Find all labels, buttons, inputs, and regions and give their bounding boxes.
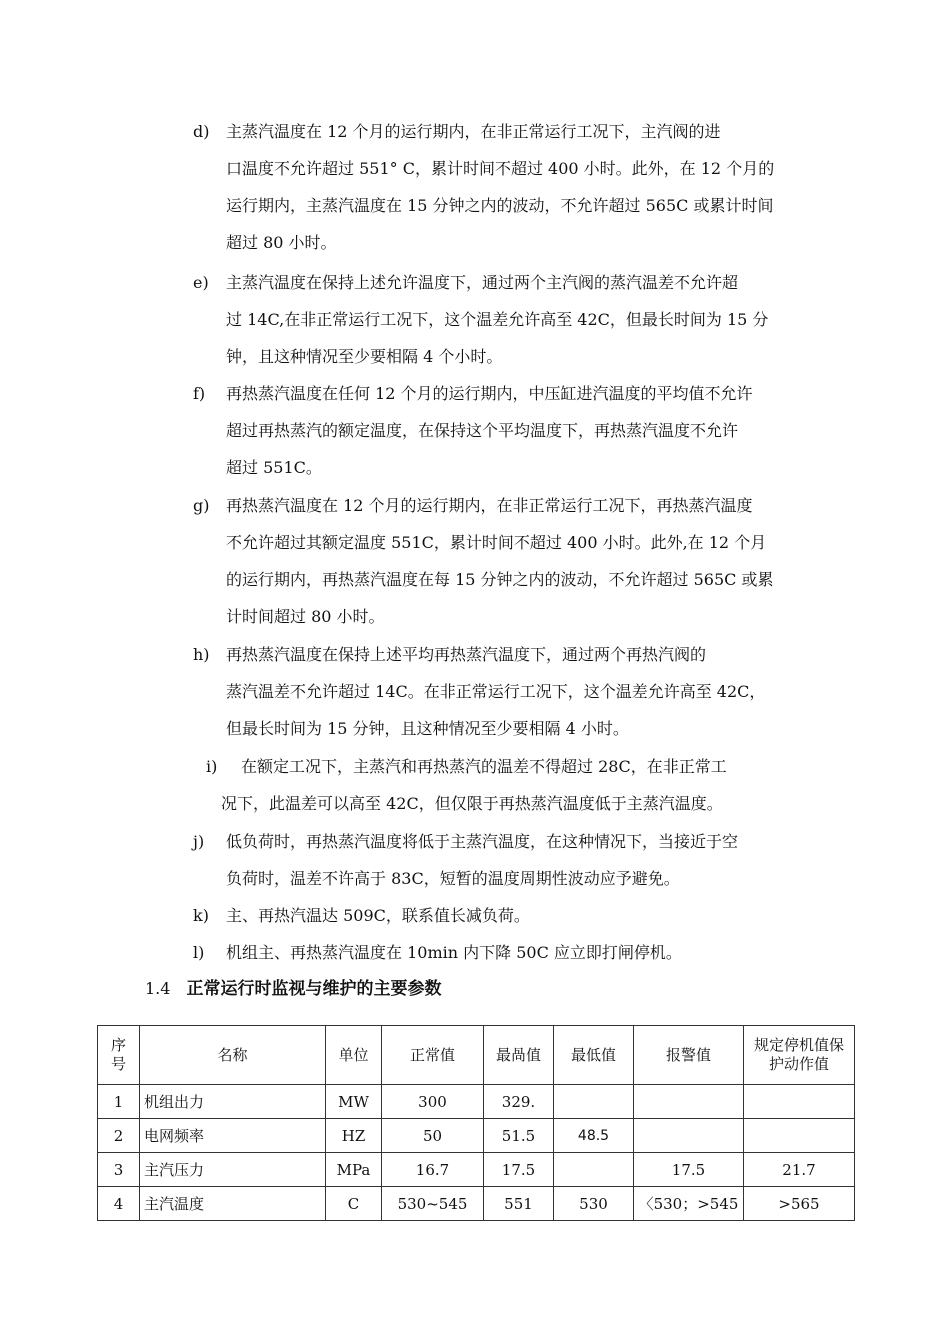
cell-name: 机组出力 xyxy=(140,1085,326,1119)
list-marker: l) xyxy=(193,943,205,962)
paragraph-line: 况下，此温差可以高至 42C，但仅限于再热蒸汽温度低于主蒸汽温度。 xyxy=(221,794,723,813)
table-row xyxy=(98,1085,855,1119)
list-marker: h) xyxy=(193,645,210,664)
cell-trip: >565 xyxy=(744,1187,855,1221)
list-marker: d) xyxy=(193,122,210,141)
cell-max: 329. xyxy=(484,1085,554,1119)
cell-trip xyxy=(744,1119,855,1153)
paragraph-line: 钟，且这种情况至少要相隔 4 个小时。 xyxy=(226,347,503,366)
header-name: 名称 xyxy=(140,1026,326,1085)
paragraph-line: 主、再热汽温达 509C，联系值长减负荷。 xyxy=(226,906,530,925)
paragraph-line: 但最长时间为 15 分钟，且这种情况至少要相隔 4 小时。 xyxy=(226,719,629,738)
list-marker: k) xyxy=(193,906,209,925)
header-unit: 单位 xyxy=(326,1026,382,1085)
cell-index: 4 xyxy=(98,1187,140,1221)
table-header-row xyxy=(98,1026,855,1085)
paragraph-line: 在额定工况下，主蒸汽和再热蒸汽的温差不得超过 28C，在非正常工 xyxy=(241,757,727,776)
section-title: 正常运行时监视与维护的主要参数 xyxy=(186,979,442,999)
cell-trip: 21.7 xyxy=(744,1153,855,1187)
header-trip: 规定停机值保护动作值 xyxy=(744,1026,855,1085)
cell-unit: C xyxy=(326,1187,382,1221)
header-index: 序号 xyxy=(98,1026,140,1085)
cell-name: 主汽压力 xyxy=(140,1153,326,1187)
paragraph-line: 蒸汽温差不允许超过 14C。在非正常运行工况下，这个温差允许高至 42C， xyxy=(226,682,766,701)
paragraph-line: 低负荷时，再热蒸汽温度将低于主蒸汽温度，在这种情况下，当接近于空 xyxy=(226,832,739,851)
list-marker: e) xyxy=(193,273,209,292)
paragraph-line: 不允许超过其额定温度 551C，累计时间不超过 400 小时。此外,在 12 个月 xyxy=(226,533,767,552)
cell-alarm xyxy=(634,1119,744,1153)
cell-trip xyxy=(744,1085,855,1119)
section-number: 1.4 xyxy=(145,979,171,998)
cell-normal: 530~545 xyxy=(382,1187,484,1221)
cell-unit: MPa xyxy=(326,1153,382,1187)
cell-max: 17.5 xyxy=(484,1153,554,1187)
list-marker: j) xyxy=(193,832,205,851)
table-row xyxy=(98,1187,855,1221)
paragraph-line: 再热蒸汽温度在任何 12 个月的运行期内，中压缸进汽温度的平均值不允许 xyxy=(226,384,753,403)
header-max: 最咼值 xyxy=(484,1026,554,1085)
cell-index: 1 xyxy=(98,1085,140,1119)
cell-max: 51.5 xyxy=(484,1119,554,1153)
cell-min xyxy=(554,1153,634,1187)
list-marker: i) xyxy=(206,757,218,776)
paragraph-line: 超过再热蒸汽的额定温度，在保持这个平均温度下，再热蒸汽温度不允许 xyxy=(226,421,739,440)
paragraph-line: 超过 80 小时。 xyxy=(226,233,337,252)
cell-normal: 300 xyxy=(382,1085,484,1119)
list-marker: f) xyxy=(193,384,206,403)
table-row xyxy=(98,1119,855,1153)
list-marker: g) xyxy=(193,496,210,515)
cell-min: 530 xyxy=(554,1187,634,1221)
cell-name: 主汽温度 xyxy=(140,1187,326,1221)
header-alarm: 报警值 xyxy=(634,1026,744,1085)
paragraph-line: 超过 551C。 xyxy=(226,458,322,477)
paragraph-line: 的运行期内，再热蒸汽温度在每 15 分钟之内的波动，不允许超过 565C 或累 xyxy=(226,570,774,589)
cell-unit: HZ xyxy=(326,1119,382,1153)
paragraph-line: 主蒸汽温度在 12 个月的运行期内，在非正常运行工况下，主汽阀的进 xyxy=(226,122,721,141)
cell-min: 48.5 xyxy=(554,1119,634,1153)
cell-max: 551 xyxy=(484,1187,554,1221)
paragraph-line: 口温度不允许超过 551° C，累计时间不超过 400 小时。此外，在 12 个月的 xyxy=(226,159,775,178)
header-normal: 正常值 xyxy=(382,1026,484,1085)
cell-normal: 16.7 xyxy=(382,1153,484,1187)
cell-index: 3 xyxy=(98,1153,140,1187)
paragraph-line: 机组主、再热蒸汽温度在 10min 内下降 50C 应立即打闸停机。 xyxy=(226,943,682,962)
paragraph-line: 过 14C,在非正常运行工况下，这个温差允许高至 42C，但最长时间为 15 分 xyxy=(226,310,769,329)
parameter-table xyxy=(97,1025,855,1221)
cell-min xyxy=(554,1085,634,1119)
cell-unit: MW xyxy=(326,1085,382,1119)
cell-index: 2 xyxy=(98,1119,140,1153)
cell-normal: 50 xyxy=(382,1119,484,1153)
paragraph-line: 负荷时，温差不许高于 83C，短暂的温度周期性波动应予避免。 xyxy=(226,869,680,888)
paragraph-line: 再热蒸汽温度在 12 个月的运行期内，在非正常运行工况下，再热蒸汽温度 xyxy=(226,496,753,515)
paragraph-line: 运行期内，主蒸汽温度在 15 分钟之内的波动，不允许超过 565C 或累计时间 xyxy=(226,196,774,215)
cell-alarm xyxy=(634,1085,744,1119)
section-heading xyxy=(145,970,441,1007)
cell-alarm: 17.5 xyxy=(634,1153,744,1187)
paragraph-line: 再热蒸汽温度在保持上述平均再热蒸汽温度下，通过两个再热汽阀的 xyxy=(226,645,707,664)
table-row xyxy=(98,1153,855,1187)
cell-name: 电网频率 xyxy=(140,1119,326,1153)
cell-alarm: 〈530；>545 xyxy=(634,1187,744,1221)
paragraph-line: 主蒸汽温度在保持上述允许温度下，通过两个主汽阀的蒸汽温差不允许超 xyxy=(226,273,739,292)
header-min: 最低值 xyxy=(554,1026,634,1085)
paragraph-line: 计时间超过 80 小时。 xyxy=(226,607,385,626)
